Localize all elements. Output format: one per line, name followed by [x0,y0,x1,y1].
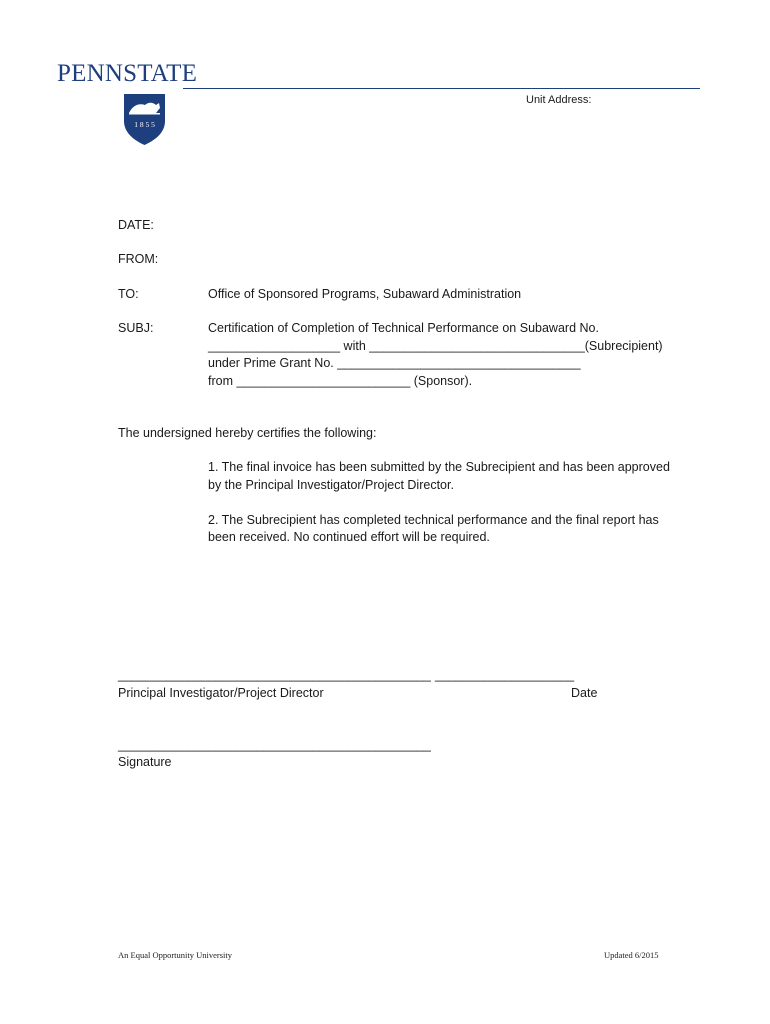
footer-eo-statement: An Equal Opportunity University [118,950,233,960]
item-2-line-2: been received. No continued effort will be required. [208,530,490,544]
subj-line-1: Certification of Completion of Technical Performance on Subaward No. [208,321,599,335]
nittany-lion-shield-icon [123,93,166,146]
subj-line-3: under Prime Grant No. ___________________________________ [208,356,581,370]
logo-penn-text: PENN [57,60,124,87]
signature-line[interactable]: _____________________________________________ [118,738,431,752]
item-1-line-1: 1. The final invoice has been submitted by the Subrecipient and has been approved [208,460,670,474]
date-sign-label: Date [571,686,598,700]
pi-signature-line[interactable]: _____________________________________________ [118,668,431,682]
pennstate-logo [57,60,197,88]
unit-address-label: Unit Address: [526,94,592,106]
signature-label: Signature [118,755,172,769]
seal-year: 1 8 5 5 [134,120,155,129]
subj-line-4: from _________________________ (Sponsor). [208,374,473,388]
date-signature-line[interactable]: ____________________ [435,668,575,682]
item-1-line-2: by the Principal Investigator/Project Director. [208,478,454,492]
pi-label: Principal Investigator/Project Director [118,686,324,700]
footer-updated: Updated 6/2015 [604,950,659,960]
logo-state-text: STATE [123,60,198,87]
to-value: Office of Sponsored Programs, Subaward Administration [208,287,522,301]
item-2-line-1: 2. The Subrecipient has completed technical performance and the final report has [208,513,659,527]
certification-intro: The undersigned hereby certifies the following: [118,426,377,440]
subj-line-2: ___________________ with _______________________________(Subrecipient) [208,339,663,353]
date-label: DATE: [118,218,154,232]
subj-label: SUBJ: [118,321,154,335]
to-label: TO: [118,287,139,301]
header-rule [183,88,700,89]
from-label: FROM: [118,252,159,266]
